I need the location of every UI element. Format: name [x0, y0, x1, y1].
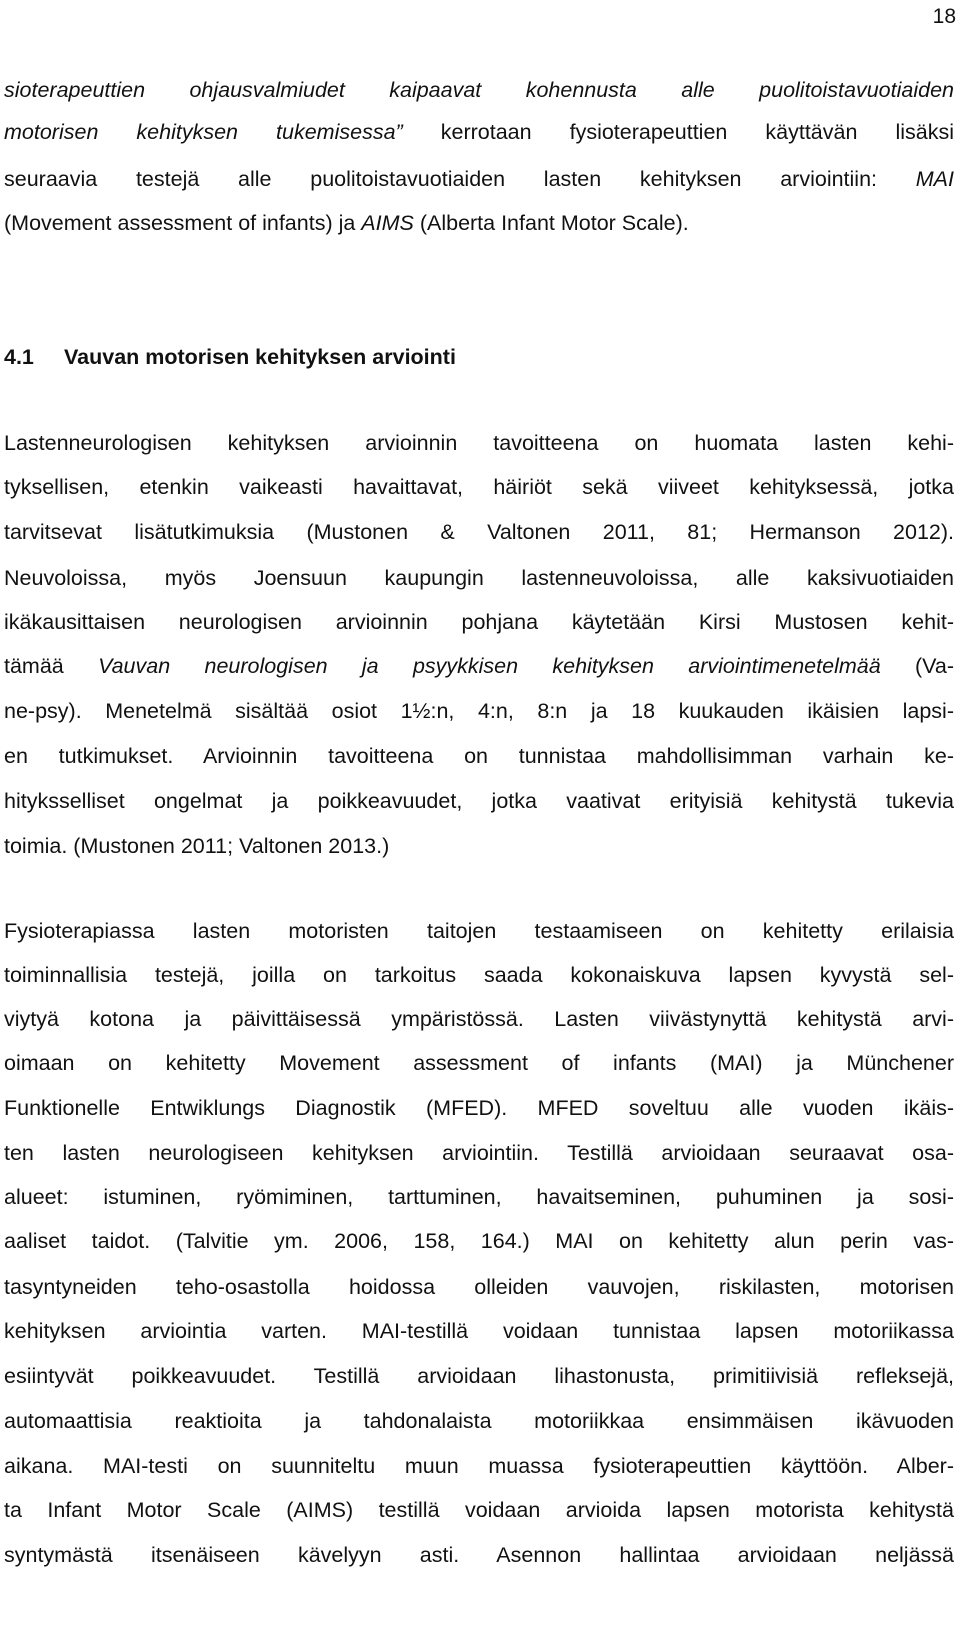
text-span: seuraavia testejä alle puolitoistavuotiaiden lasten kehityksen arviointiin:: [4, 167, 916, 191]
text-line: automaattisia reaktioita ja tahdonalaista motoriikkaa ensimmäisen ikävuoden: [4, 1409, 954, 1433]
italic-text: MAI: [915, 167, 954, 191]
page-number: 18: [932, 5, 956, 28]
text-line: esiintyvät poikkeavuudet. Testillä arvioidaan lihastonusta, primitiivisiä refleksejä,: [4, 1364, 954, 1388]
text-line: Neuvoloissa, myös Joensuun kaupungin lastenneuvoloissa, alle kaksivuotiaiden: [4, 566, 954, 590]
section-heading: [4, 342, 954, 372]
text-span: kerrotaan fysioterapeuttien käyttävän lisäksi: [402, 120, 954, 144]
text-line: viytyä kotona ja päivittäisessä ympäristössä. Lasten viivästynyttä kehitystä arvi-: [4, 1007, 954, 1031]
text-line: tarvitsevat lisätutkimuksia (Mustonen & Valtonen 2011, 81; Hermanson 2012).: [4, 520, 954, 544]
text-line: oimaan on kehitetty Movement assessment of infants (MAI) ja Münchener: [4, 1051, 954, 1075]
text-line: tyksellisen, etenkin vaikeasti havaittavat, häiriöt sekä viiveet kehityksessä, jotka: [4, 475, 954, 499]
italic-text: motorisen kehityksen tukemisessa”: [4, 120, 403, 144]
italic-text: AIMS: [361, 211, 414, 235]
text-span: (Movement assessment of infants) ja: [4, 211, 362, 235]
text-line: Funktionelle Entwiklungs Diagnostik (MFED). MFED soveltuu alle vuoden ikäis-: [4, 1096, 954, 1120]
text-line: syntymästä itsenäiseen kävelyyn asti. Asennon hallintaa arvioidaan neljässä: [4, 1543, 954, 1567]
text-line: ta Infant Motor Scale (AIMS) testillä voidaan arvioida lapsen motorista kehitystä: [4, 1498, 954, 1522]
text-span: (Va-: [880, 654, 954, 678]
text-line: [4, 208, 954, 238]
text-line: alueet: istuminen, ryömiminen, tarttuminen, havaitseminen, puhuminen ja sosi-: [4, 1185, 954, 1209]
text-line: [4, 75, 954, 105]
text-line: [4, 117, 954, 147]
text-line: ten lasten neurologiseen kehityksen arviointiin. Testillä arvioidaan seuraavat osa-: [4, 1141, 954, 1165]
text-line: hityksselliset ongelmat ja poikkeavuudet, jotka vaativat erityisiä kehitystä tukevia: [4, 789, 954, 813]
text-line: Fysioterapiassa lasten motoristen taitojen testaamiseen on kehitetty erilaisia: [4, 919, 954, 943]
text-line: tasyntyneiden teho-osastolla hoidossa olleiden vauvojen, riskilasten, motorisen: [4, 1275, 954, 1299]
section-title: Vauvan motorisen kehityksen arviointi: [64, 345, 456, 369]
text-line: [4, 651, 954, 681]
text-line: aikana. MAI-testi on suunniteltu muun muassa fysioterapeuttien käyttöön. Alber-: [4, 1454, 954, 1478]
text-line: en tutkimukset. Arvioinnin tavoitteena on tunnistaa mahdollisimman varhain ke-: [4, 744, 954, 768]
text-line: [4, 164, 954, 194]
section-number: 4.1: [4, 345, 34, 369]
text-line: ikäkausittaisen neurologisen arvioinnin pohjana käytetään Kirsi Mustosen kehit-: [4, 610, 954, 634]
text-span: (Alberta Infant Motor Scale).: [413, 211, 689, 235]
text-line: toiminnallisia testejä, joilla on tarkoitus saada kokonaiskuva lapsen kyvystä sel-: [4, 963, 954, 987]
text-line: aaliset taidot. (Talvitie ym. 2006, 158, 164.) MAI on kehitetty alun perin vas-: [4, 1229, 954, 1253]
text-span: tämää: [4, 654, 99, 678]
text-line: ne-psy). Menetelmä sisältää osiot 1½:n, 4:n, 8:n ja 18 kuukauden ikäisien lapsi-: [4, 699, 954, 723]
italic-text: Vauvan neurologisen ja psyykkisen kehityksen arviointimenetelmää: [98, 654, 881, 678]
italic-text: sioterapeuttien ohjausvalmiudet kaipaavat kohennusta alle puolitoistavuotiaiden: [4, 78, 954, 102]
text-line: Lastenneurologisen kehityksen arvioinnin tavoitteena on huomata lasten kehi-: [4, 431, 954, 455]
text-line: toimia. (Mustonen 2011; Valtonen 2013.): [4, 834, 390, 858]
text-line: kehityksen arviointia varten. MAI-testillä voidaan tunnistaa lapsen motoriikassa: [4, 1319, 954, 1343]
